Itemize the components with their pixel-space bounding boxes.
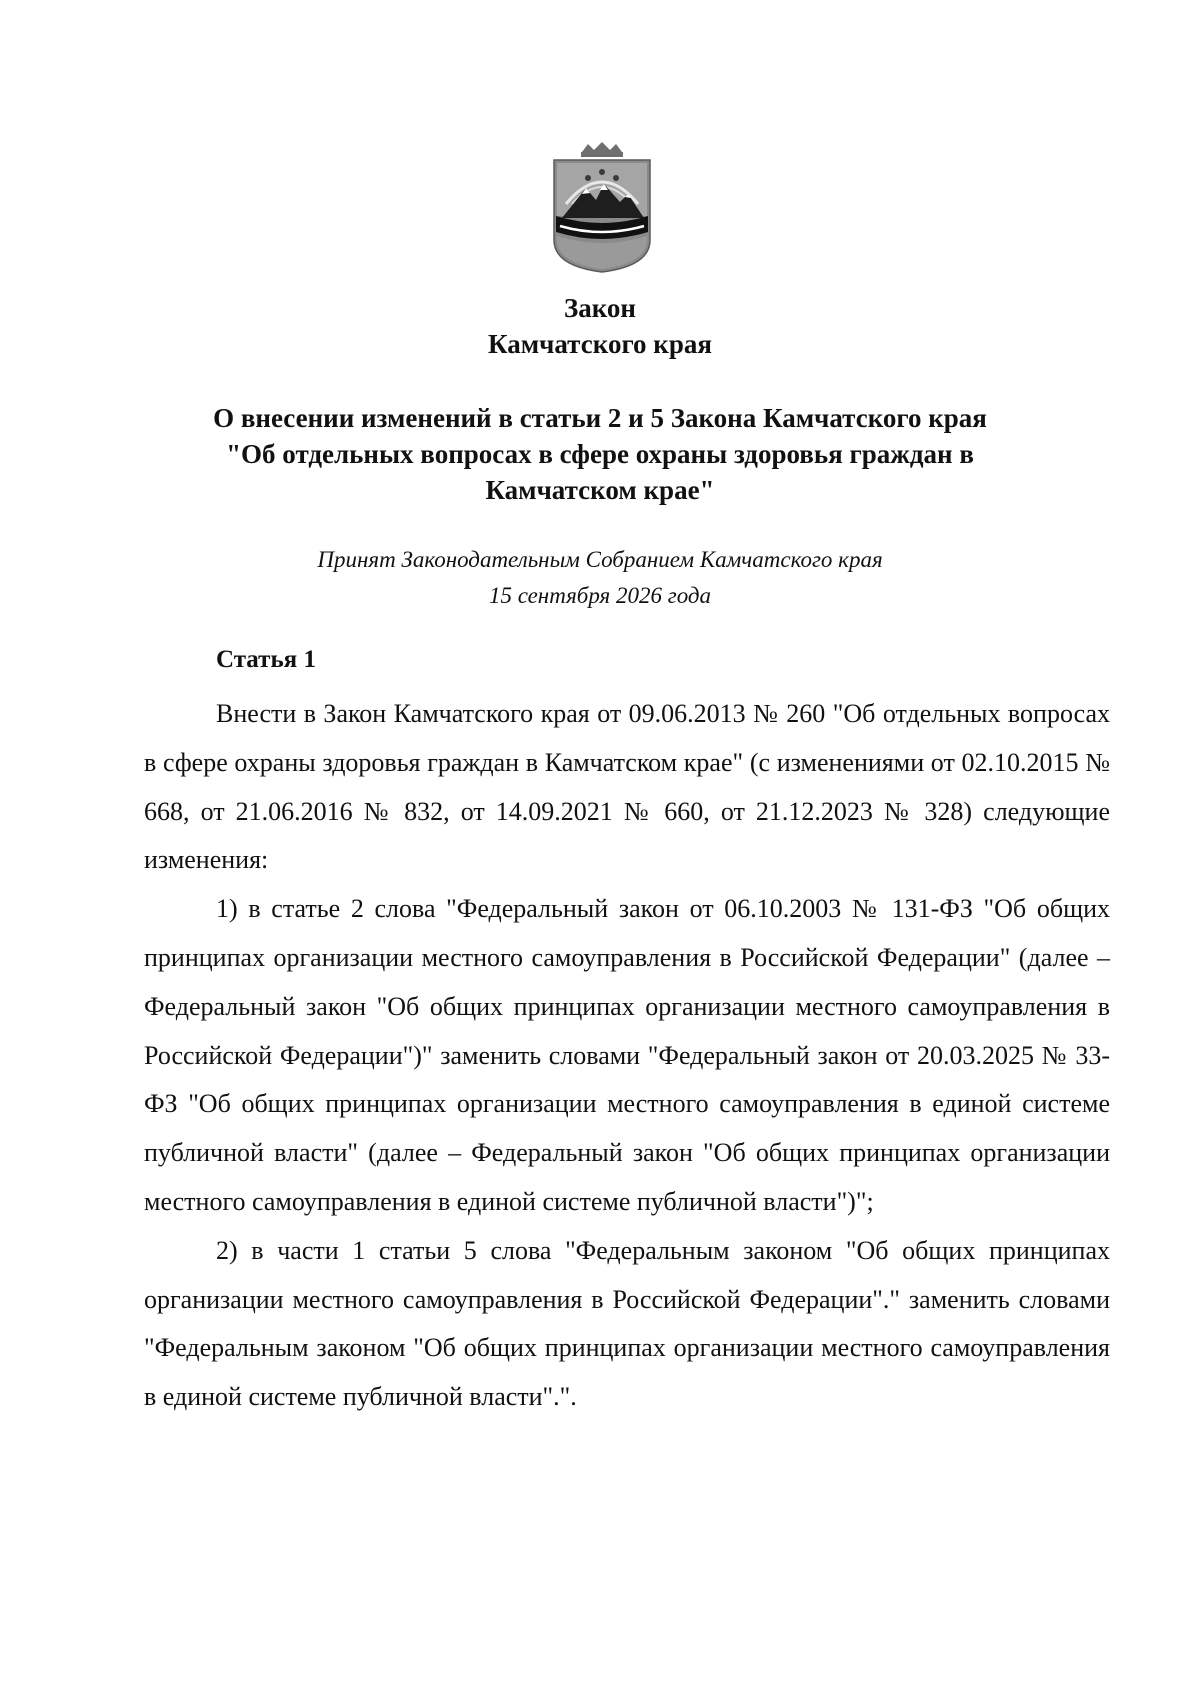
article-item-1: 1) в статье 2 слова "Федеральный закон от 06.10.2003 № 131-ФЗ "Об общих принципах организации местного самоуправления в Российской Федерации" (далее – Федеральный закон "Об общих принципах организации местного самоуправления в Российской Федерации")" заменить словами "Федеральный закон от 20.03.2025 № 33-ФЗ "Об общих принципах организации местного самоуправления в единой системе публичной власти" (далее – Федеральный закон "Об общих принципах организации местного самоуправления в единой системе публичной власти")"; bbox=[144, 894, 1110, 1216]
adoption-note-line-1: Принят Законодательным Собранием Камчатского края bbox=[317, 547, 883, 572]
article-intro-paragraph: Внести в Закон Камчатского края от 09.06.2013 № 260 "Об отдельных вопросах в сфере охраны здоровья граждан в Камчатском крае" (с изменениями от 02.10.2015 № 668, от 21.06.2016 № 832, от 14.09.2021 № 660, от 21.12.2023 № 328) следующие изменения: bbox=[144, 699, 1110, 875]
law-title bbox=[0, 290, 1200, 362]
adoption-date: 15 сентября 2026 года bbox=[488, 583, 712, 608]
law-subject bbox=[0, 400, 1200, 508]
article-body bbox=[144, 690, 1110, 1422]
law-subject-line-1: О внесении изменений в статьи 2 и 5 Закона Камчатского края bbox=[213, 403, 987, 433]
law-subject-line-2: "Об отдельных вопросах в сфере охраны здоровья граждан в bbox=[226, 439, 974, 469]
article-heading: Статья 1 bbox=[216, 646, 316, 673]
adoption-note bbox=[0, 542, 1200, 614]
law-title-line-2: Камчатского края bbox=[488, 329, 712, 359]
kamchatka-coat-of-arms-icon bbox=[548, 142, 656, 274]
law-title-line-1: Закон bbox=[563, 293, 636, 323]
article-item-2: 2) в части 1 статьи 5 слова "Федеральным законом "Об общих принципах организации местного самоуправления в Российской Федерации"." заменить словами "Федеральным законом "Об общих принципах организации местного самоуправления в единой системе публичной власти".". bbox=[144, 1235, 1110, 1412]
law-subject-line-3: Камчатском крае" bbox=[485, 475, 715, 505]
